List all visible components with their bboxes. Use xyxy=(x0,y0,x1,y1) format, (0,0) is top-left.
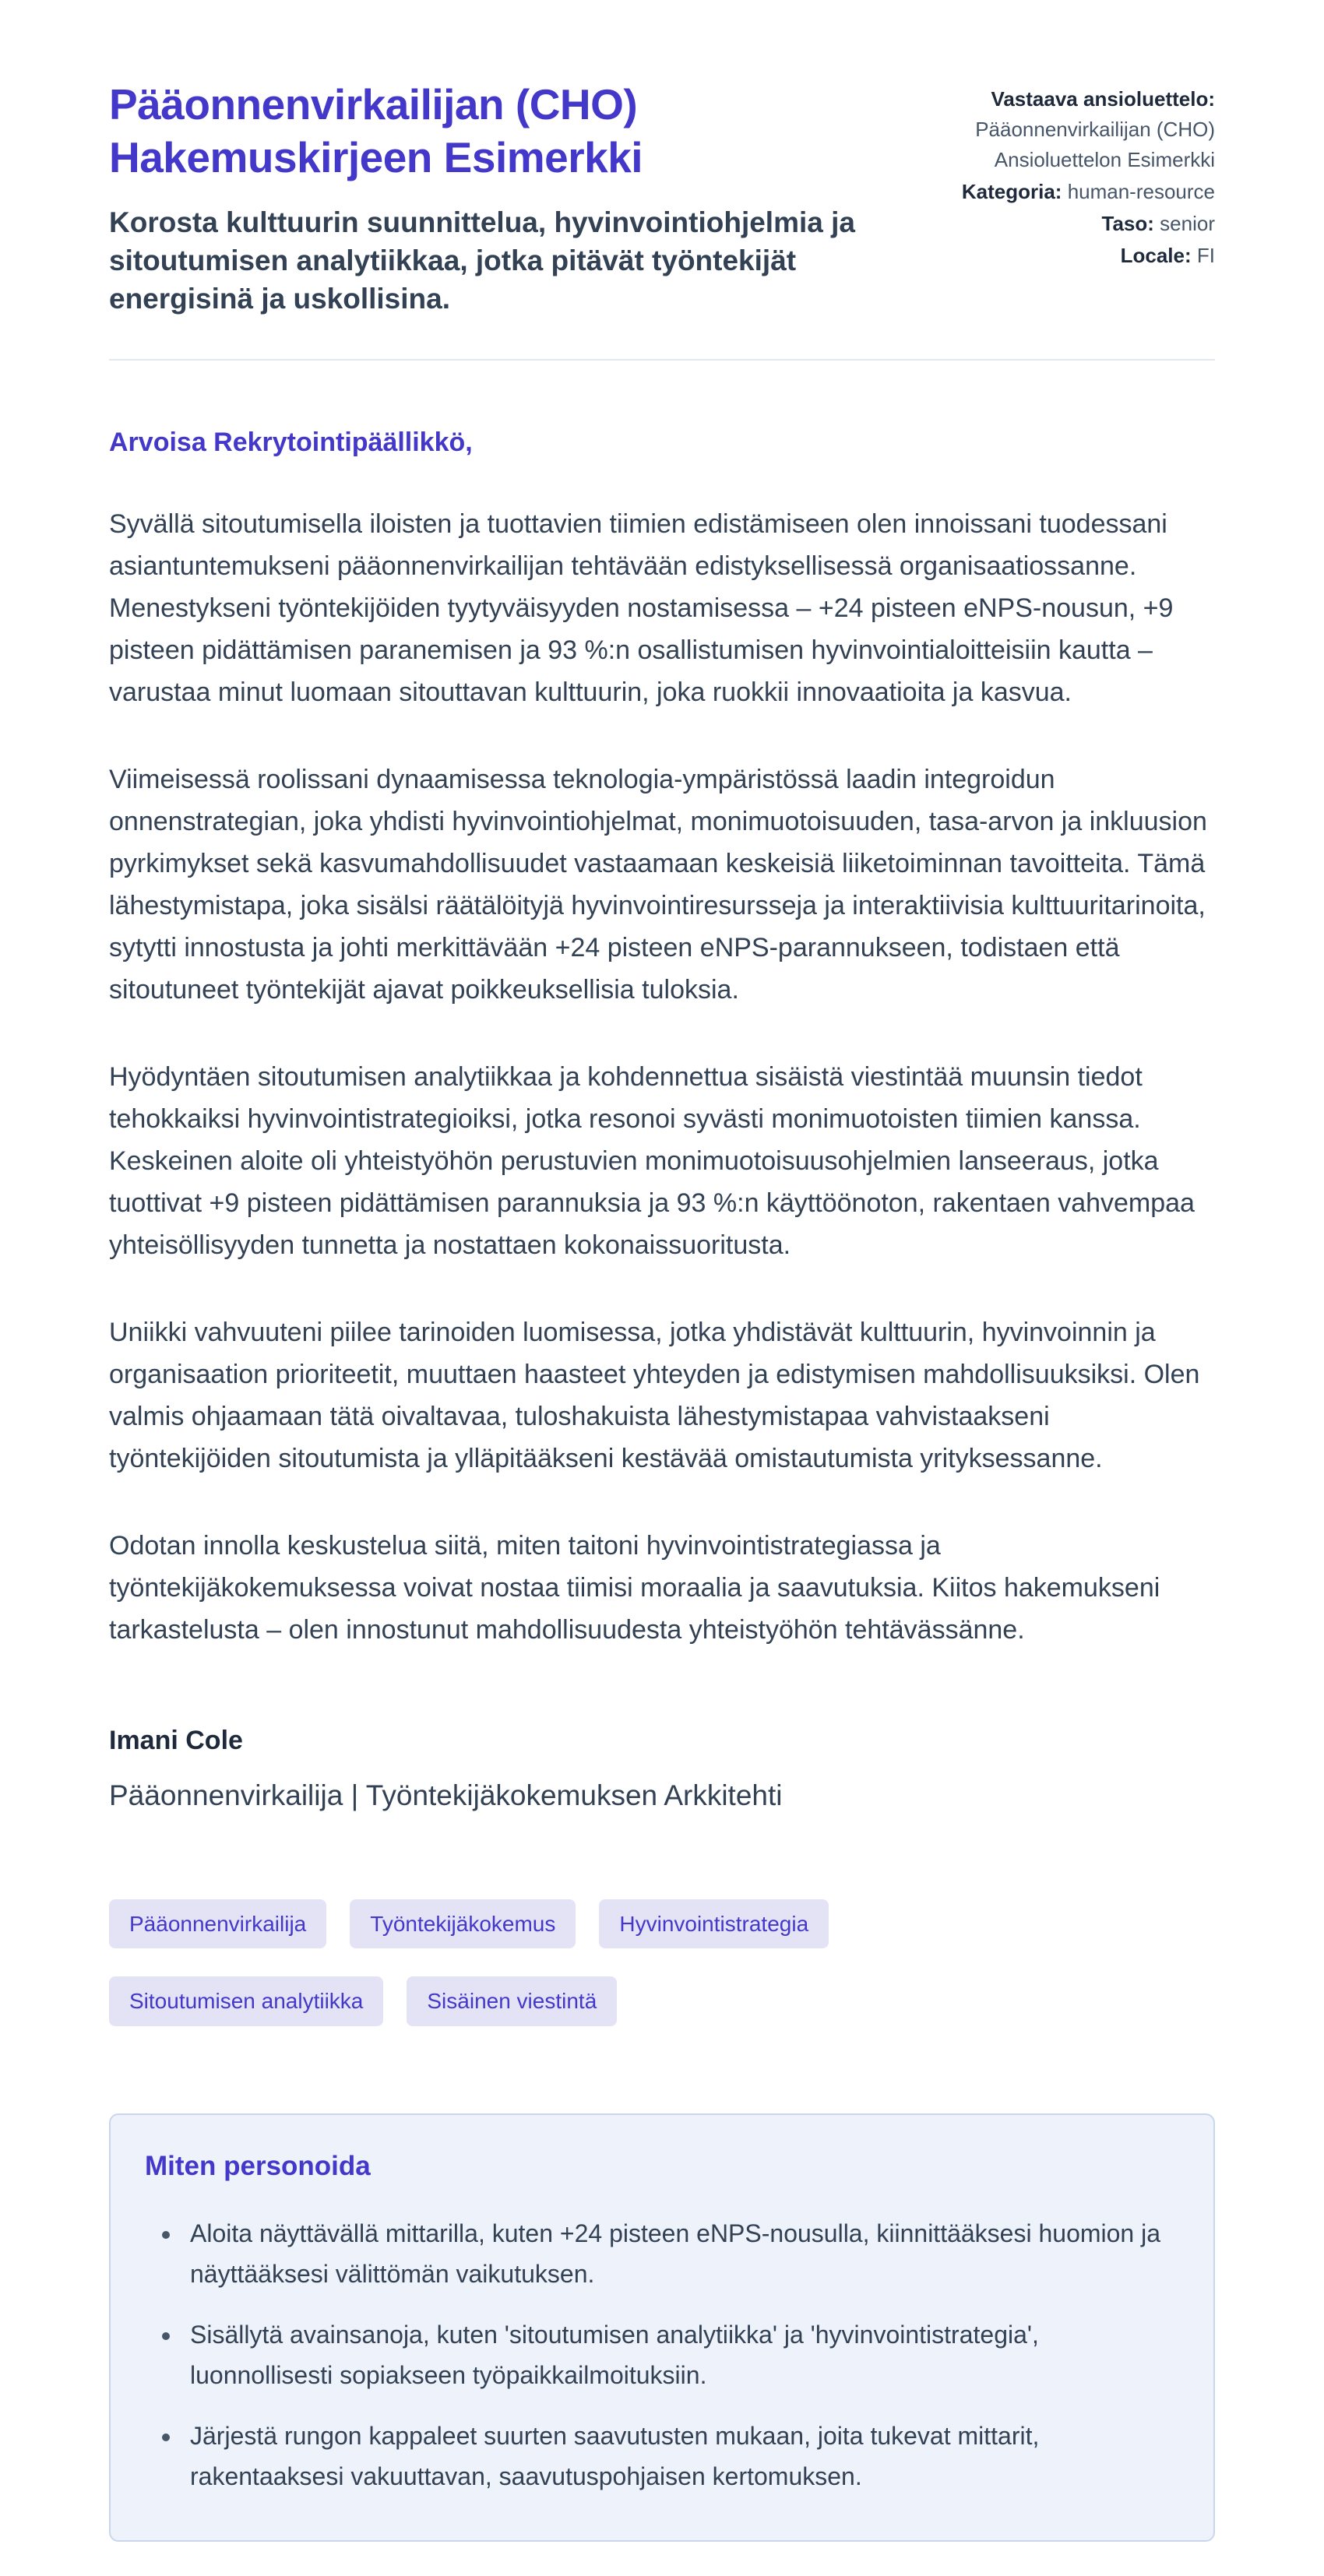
meta-resume-row xyxy=(896,84,1215,175)
letter-paragraph-4: Uniikki vahvuuteni piilee tarinoiden luomisessa, jotka yhdistävät kulttuurin, hyvinvoinnin ja organisaation prioriteetit, muuttaen haasteet yhteyden ja edistymisen mahdollisuuksiksi. Olen valmis ohjaamaan tätä oivaltavaa, tuloshakuista lähestymistapaa vahvistaakseni työntekijöiden sitoutumista ja ylläpitääkseni kestävää omistautumista yrityksessanne. xyxy=(109,1317,1200,1473)
tag-chip-sitoutumisen-analytiikka[interactable]: Sitoutumisen analytiikka xyxy=(109,1976,383,2026)
signature-role: Pääonnenvirkailija | Työntekijäkokemuksen Arkkitehti xyxy=(109,1779,783,1811)
meta-locale-value: FI xyxy=(1196,244,1215,267)
tag-chip-tyontekijakokemus[interactable]: Työntekijäkokemus xyxy=(350,1899,576,1949)
personalization-callout xyxy=(109,2113,1215,2542)
page-container xyxy=(109,0,1215,2576)
letter-paragraph-3: Hyödyntäen sitoutumisen analytiikkaa ja kohdennettua sisäistä viestintää muunsin tiedot tehokkaiksi hyvinvointistrategioiksi, jotka resonoi syvästi monimuotoisten tiimien kanssa. Keskeinen aloite oli yhteistyöhön perustuvien monimuotoisuusohjelmien lanseeraus, jotka tuottivat +9 pisteen pidättämisen parannuksia ja 93 %:n käyttöönoton, rakentaen vahvempaa yhteisöllisyyden tunnetta ja nostattaen kokonaissuoritusta. xyxy=(109,1061,1195,1260)
page-subtitle: Korosta kulttuurin suunnittelua, hyvinvointiohjelmia ja sitoutumisen analytiikkaa, jotka pitävät työntekijät energisinä ja uskollisina. xyxy=(109,206,855,315)
letter-paragraph-5: Odotan innolla keskustelua siitä, miten taitoni hyvinvointistrategiassa ja työntekijäkokemuksessa voivat nostaa tiimisi moraalia ja saavutuksia. Kiitos hakemukseni tarkastelusta – olen innostunut mahdollisuudesta yhteistyöhön tehtävässänne. xyxy=(109,1530,1160,1645)
meta-category-value: human-resource xyxy=(1067,180,1215,203)
letter-body xyxy=(109,428,1215,1812)
tag-chip-paaonnenvirkailija[interactable]: Pääonnenvirkailija xyxy=(109,1899,326,1949)
header xyxy=(109,78,1215,318)
header-divider xyxy=(109,359,1215,361)
meta-resume-label: Vastaava ansioluettelo: xyxy=(991,87,1215,111)
meta-locale-row xyxy=(896,241,1215,271)
header-left xyxy=(109,78,880,318)
tag-list xyxy=(109,1899,1075,2026)
letter-paragraph-1: Syvällä sitoutumisella iloisten ja tuottavien tiimien edistämiseen olen innoissani tuodessani asiantuntemukseni pääonnenvirkailijan tehtävään edistyksellisessä organisaatiossanne. Menestykseni työntekijöiden tyytyväisyyden nostamisessa – +24 pisteen eNPS-nousun, +9 pisteen pidättämisen paranemisen ja 93 %:n osallistumisen hyvinvointialoitteisiin kautta – varustaa minut luomaan sitouttavan kulttuurin, joka ruokkii innovaatioita ja kasvua. xyxy=(109,509,1174,707)
meta-level-row xyxy=(896,209,1215,239)
callout-list xyxy=(145,2213,1176,2497)
callout-item-2: • Sisällytä avainsanoja, kuten 'sitoutumisen analytiikka' ja 'hyvinvointistrategia', luonnollisesti sopiakseen työpaikkailmoituksiin. xyxy=(182,2314,1176,2395)
page-title: Pääonnenvirkailijan (CHO) Hakemuskirjeen Esimerkki xyxy=(109,80,643,182)
meta-level-value: senior xyxy=(1160,212,1215,235)
tag-chip-hyvinvointistrategia[interactable]: Hyvinvointistrategia xyxy=(599,1899,829,1949)
meta-category-label: Kategoria: xyxy=(961,180,1062,203)
callout-title: Miten personoida xyxy=(145,2151,371,2182)
meta-locale-label: Locale: xyxy=(1120,244,1192,267)
meta-resume-value: Pääonnenvirkailijan (CHO) Ansioluettelon Esimerkki xyxy=(975,118,1215,171)
signature-name: Imani Cole xyxy=(109,1725,243,1755)
tag-chip-sisainen-viestinta[interactable]: Sisäinen viestintä xyxy=(407,1976,617,2026)
letter-paragraph-2: Viimeisessä roolissani dynaamisessa teknologia-ympäristössä laadin integroidun onnenstrategian, joka yhdisti hyvinvointiohjelmat, monimuotoisuuden, tasa-arvon ja inkluusion pyrkimykset sekä kasvumahdollisuudet vastaamaan keskeisiä liiketoiminnan tavoitteita. Tämä lähestymistapa, joka sisälsi räätälöityjä hyvinvointiresursseja ja interaktiivisia kulttuuritarinoita, sytytti innostusta ja johti merkittävään +24 pisteen eNPS-parannukseen, todistaen että sitoutuneet työntekijät ajavat poikkeuksellisia tuloksia. xyxy=(109,764,1207,1005)
meta-category-row xyxy=(896,177,1215,207)
meta-level-label: Taso: xyxy=(1101,212,1154,235)
meta-panel xyxy=(896,78,1215,273)
callout-item-3: • Järjestä rungon kappaleet suurten saavutusten mukaan, joita tukevat mittarit, rakentaaksesi vakuuttavan, saavutuspohjaisen kertomuksen. xyxy=(182,2416,1176,2497)
letter-greeting: Arvoisa Rekrytointipäällikkö, xyxy=(109,427,473,457)
callout-item-1: • Aloita näyttävällä mittarilla, kuten +24 pisteen eNPS-nousulla, kiinnittääksesi huomion ja näyttääksesi välittömän vaikutuksen. xyxy=(182,2213,1176,2294)
